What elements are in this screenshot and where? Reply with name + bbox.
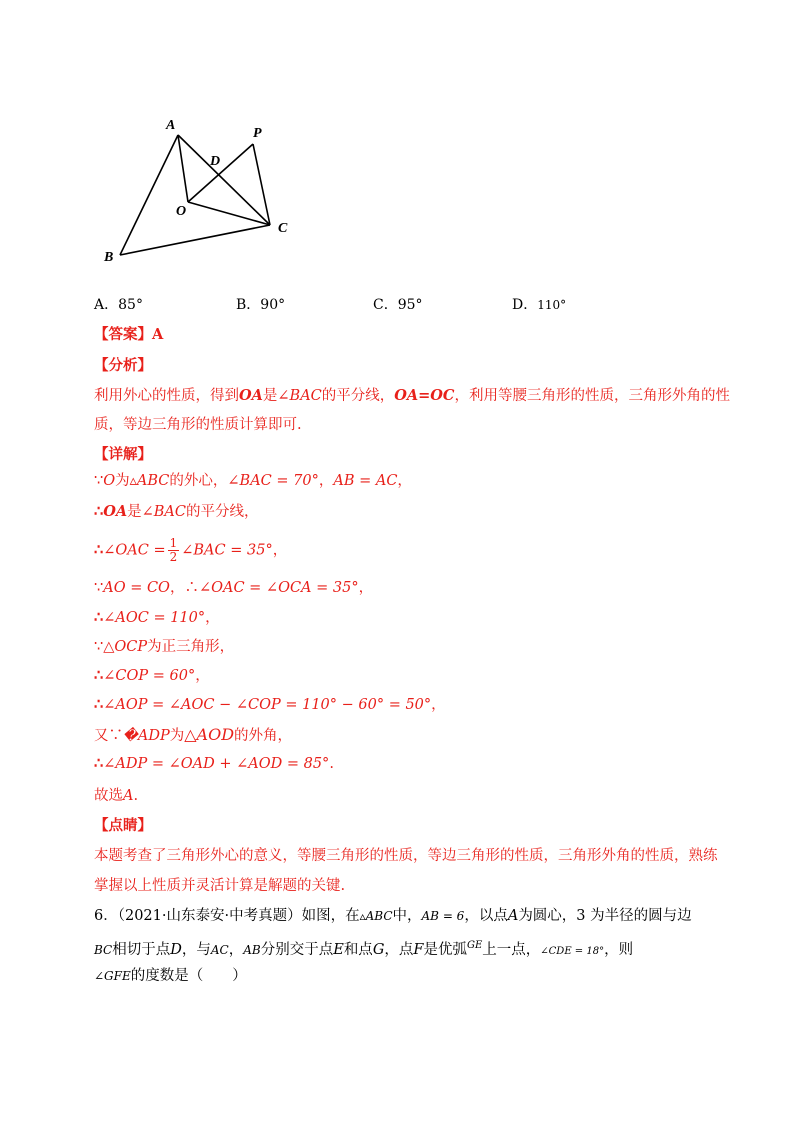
fraction-half: $\frac{1}{2}$ [169, 536, 178, 564]
option-a[interactable]: A．85° [94, 297, 143, 313]
analysis-line-1: 利用外心的性质，得到OA是∠BAC的平分线，OA=OC，利用等腰三角形的性质，三角形外角的性 [94, 387, 730, 404]
option-b[interactable]: B．90° [236, 297, 286, 313]
label-b: B [104, 250, 114, 265]
answer-line [94, 325, 163, 345]
question-6-line-2: BC相切于点D，与AC，AB分别交于点E和点G，点F是优弧$^{GE}$上一点，∠CDE = 18°，则 [94, 940, 634, 958]
detail-line-8: ∴∠AOP = ∠AOC − ∠COP = 110° − 60° = 50°， [94, 696, 446, 713]
detail-line-9: 又∵�ADP为△AOD的外角， [94, 725, 293, 744]
detail-line-3: ∴∠OAC = $\frac{1}{2}$ ∠BAC = 35°， [94, 536, 288, 564]
label-o: O [176, 204, 187, 219]
detail-line-1: ∵O为▵ABC的外心，∠BAC = 70°，AB = AC， [94, 473, 412, 489]
comment-heading: 【点睛】 [94, 817, 152, 834]
question-6-line-3: ∠GFE的度数是（ ） [94, 968, 247, 984]
geometry-figure [100, 112, 300, 272]
label-a: A [166, 118, 176, 133]
segment-op [188, 144, 253, 202]
detail-line-11: 故选A. [94, 788, 139, 804]
detail-line-10: ∴∠ADP = ∠OAD + ∠AOD = 85°. [94, 755, 334, 772]
option-c[interactable]: C．95° [373, 297, 423, 313]
label-d: D [210, 154, 221, 169]
detail-line-7: ∴∠COP = 60°， [94, 667, 210, 684]
segment-bc [120, 225, 270, 255]
detail-heading: 【详解】 [94, 446, 152, 463]
option-d[interactable]: D．110° [512, 297, 567, 313]
answer-value: A [152, 326, 164, 343]
answer-heading: 【答案】 [94, 326, 152, 343]
analysis-line-2: 质，等边三角形的性质计算即可. [94, 417, 302, 433]
segment-ab [120, 135, 178, 255]
detail-line-5: ∴∠AOC = 110°， [94, 609, 220, 626]
detail-line-6: ∵△OCP为正三角形， [94, 639, 235, 655]
analysis-heading: 【分析】 [94, 357, 152, 374]
question-6-line-1: 6．（2021·山东泰安·中考真题）如图，在▵ABC中，AB = 6，以点A为圆心，3 为半径的圆与边 [94, 908, 692, 924]
detail-line-4: ∵AO = CO，∴∠OAC = ∠OCA = 35°， [94, 580, 374, 596]
detail-line-2: ∴OA是∠BAC的平分线， [94, 503, 259, 520]
comment-line-2: 掌握以上性质并灵活计算是解题的关键. [94, 878, 346, 894]
label-c: C [278, 221, 288, 236]
comment-line-1: 本题考查了三角形外心的意义，等腰三角形的性质，等边三角形的性质，三角形外角的性质，熟练 [94, 848, 718, 864]
label-p: P [253, 126, 262, 141]
segment-pc [253, 144, 270, 225]
segment-ao [178, 135, 188, 202]
